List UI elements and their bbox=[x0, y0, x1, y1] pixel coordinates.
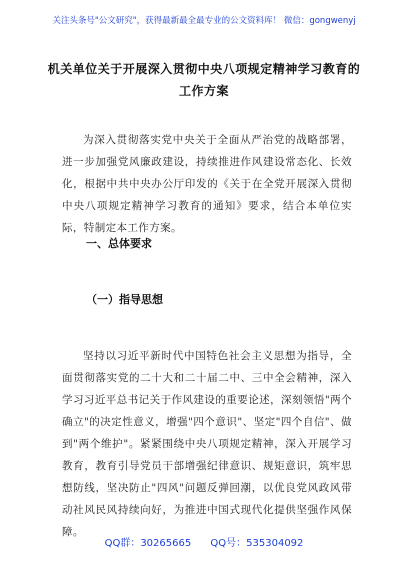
header-promo-note: 关注头条号"公文研究"，获得最新最全最专业的公文资料库！ 微信：gongwenyj bbox=[52, 16, 356, 26]
footer-qq-group: QQ群：30265665 bbox=[104, 538, 192, 549]
subsection-heading-guiding: （一）指导思想 bbox=[86, 293, 163, 306]
document-title-line-1: 机关单位关于开展深入贯彻中央八项规定精神学习教育的 bbox=[47, 62, 361, 76]
document-title-line-2: 工作方案 bbox=[178, 84, 229, 98]
guiding-paragraph: 坚持以习近平新时代中国特色社会主义思想为指导，全面贯彻落实党的二十大和二十届二中、三中全会精神，深入学习习近平总书记关于作风建设的重要论述，深刻领悟"两个确立"的决定性意义，增强"四个意识"、坚定"四个自信"、做到"两个维护"。紧紧围绕中央八项规定精神，深入开展学习教育，教育引导党员干部增强纪律意识、规矩意识，筑牢思想防线，坚决防止"四风"问题反弹回潮，以优良党风政风带动社风民风持续向好，为推进中国式现代化提供坚强作风保障。 bbox=[62, 350, 352, 538]
section-heading-overall: 一、总体要求 bbox=[86, 237, 152, 250]
footer-contact bbox=[0, 534, 408, 549]
intro-paragraph: 为深入贯彻落实党中央关于全面从严治党的战略部署，进一步加强党风廉政建设，持续推进作风建设常态化、长效化，根据中共中央办公厅印发的《关于在全党开展深入贯彻中央八项规定精神学习教育的通知》要求，结合本单位实际，特制定本工作方案。 bbox=[62, 134, 352, 234]
footer-qq-number: QQ号：535304092 bbox=[210, 538, 304, 549]
